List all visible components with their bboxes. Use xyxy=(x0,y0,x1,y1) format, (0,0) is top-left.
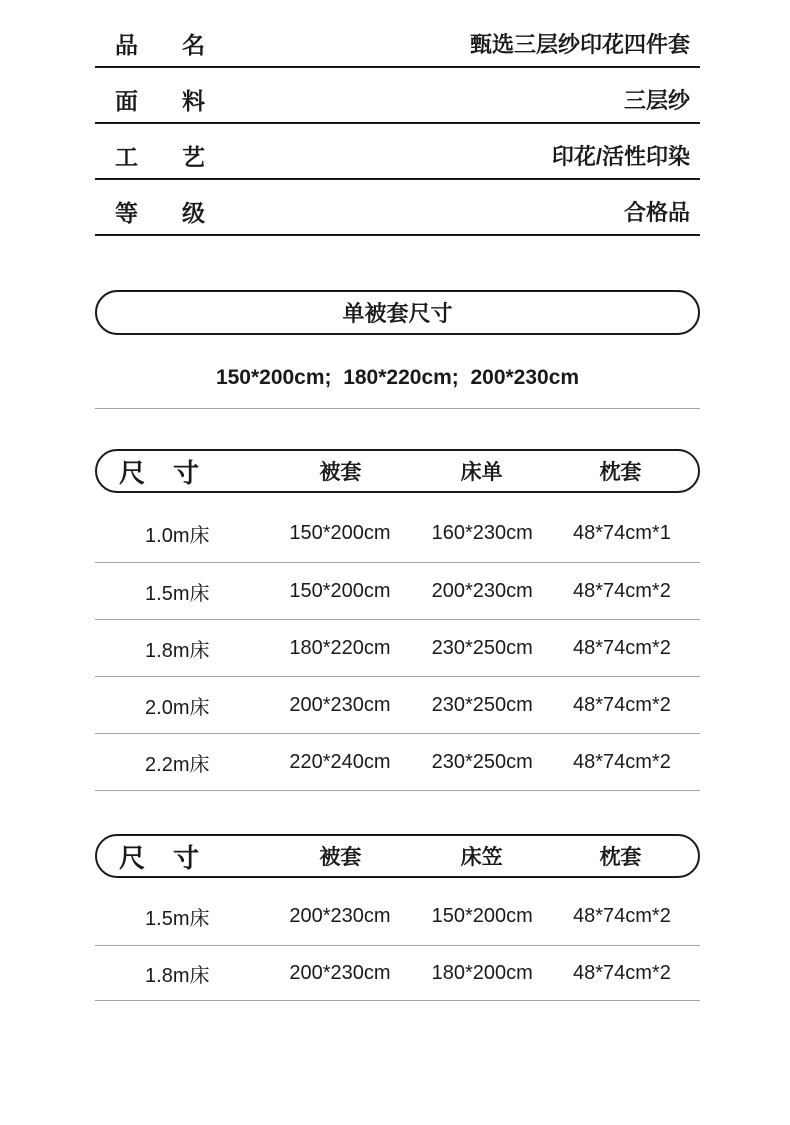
pillowcase-cell: 48*74cm*2 xyxy=(572,905,671,927)
table-row xyxy=(95,946,700,1001)
table-row xyxy=(95,677,700,734)
pillowcase-cell: 48*74cm*2 xyxy=(572,579,671,602)
table-row xyxy=(95,493,700,563)
header-pillowcase: 枕套 xyxy=(599,461,642,484)
table-row xyxy=(95,878,700,946)
header-size-char: 尺 xyxy=(119,842,146,873)
bed-sheet-cell: 230*250cm xyxy=(431,693,533,716)
pillowcase-cell: 48*74cm*2 xyxy=(572,636,671,659)
table-row xyxy=(95,734,700,791)
size-cell: 2.0m床 xyxy=(145,696,210,719)
table-row xyxy=(95,620,700,677)
info-row-product-name xyxy=(95,12,700,68)
bed-sheet-cell: 200*230cm xyxy=(431,579,533,602)
header-pillowcase: 枕套 xyxy=(599,846,642,869)
size-cell: 1.8m床 xyxy=(145,964,210,987)
bed-sheet-cell: 230*250cm xyxy=(431,636,533,659)
size-table-1-header xyxy=(95,449,700,493)
size-table-flat-sheet xyxy=(95,449,700,791)
info-value-craft: 印花/活性印染 xyxy=(551,143,690,169)
header-size-label xyxy=(119,453,199,490)
table-row xyxy=(95,563,700,620)
pillowcase-cell: 48*74cm*2 xyxy=(572,693,671,716)
info-value-grade: 合格品 xyxy=(623,199,690,225)
duvet-cover-cell: 180*220cm xyxy=(289,636,391,659)
info-label-char: 名 xyxy=(182,31,205,58)
info-row-fabric xyxy=(95,68,700,124)
pillowcase-cell: 48*74cm*1 xyxy=(572,522,671,544)
duvet-cover-cell: 200*230cm xyxy=(289,961,391,984)
info-label xyxy=(115,83,205,116)
size-cell: 1.0m床 xyxy=(145,525,210,547)
info-label xyxy=(115,27,205,60)
size-table-2-header xyxy=(95,834,700,878)
header-bed-sheet: 床单 xyxy=(460,461,503,484)
header-size-char: 寸 xyxy=(172,842,199,873)
duvet-cover-cell: 200*230cm xyxy=(289,693,391,716)
header-size-label xyxy=(119,838,199,875)
size-cell: 2.2m床 xyxy=(145,753,210,776)
info-label-char: 等 xyxy=(115,199,138,226)
bed-sheet-cell: 230*250cm xyxy=(431,750,533,773)
content-column xyxy=(95,0,700,1001)
info-row-grade xyxy=(95,180,700,236)
info-label-char: 料 xyxy=(182,87,205,114)
product-info-section xyxy=(95,12,700,236)
info-label xyxy=(115,139,205,172)
header-size xyxy=(97,838,260,875)
header-duvet-cover: 被套 xyxy=(319,846,362,869)
fitted-sheet-cell: 150*200cm xyxy=(431,905,533,927)
duvet-cover-cell: 220*240cm xyxy=(289,750,391,773)
info-label-char: 品 xyxy=(115,31,138,58)
info-label-char: 面 xyxy=(115,87,138,114)
info-label-char: 艺 xyxy=(182,143,205,170)
duvet-size-title: 单被套尺寸 xyxy=(342,301,453,326)
size-cell: 1.5m床 xyxy=(145,582,210,605)
duvet-sizes-text: 150*200cm; 180*220cm; 200*230cm xyxy=(95,335,700,409)
size-cell: 1.5m床 xyxy=(145,908,210,930)
size-cell: 1.8m床 xyxy=(145,639,210,662)
info-value-product-name: 甄选三层纱印花四件套 xyxy=(469,31,690,57)
header-size-char: 尺 xyxy=(119,457,146,488)
info-label-char: 级 xyxy=(182,199,205,226)
duvet-cover-cell: 150*200cm xyxy=(289,579,391,602)
duvet-size-title-pill xyxy=(95,290,700,335)
pillowcase-cell: 48*74cm*2 xyxy=(572,961,671,984)
pillowcase-cell: 48*74cm*2 xyxy=(572,750,671,773)
header-fitted-sheet: 床笠 xyxy=(460,846,503,869)
fitted-sheet-cell: 180*200cm xyxy=(431,961,533,984)
info-row-craft xyxy=(95,124,700,180)
header-size xyxy=(97,453,260,490)
header-duvet-cover: 被套 xyxy=(319,461,362,484)
info-label-char: 工 xyxy=(115,143,138,170)
duvet-cover-cell: 200*230cm xyxy=(289,905,391,927)
info-label xyxy=(115,195,205,228)
size-table-fitted-sheet xyxy=(95,834,700,1001)
duvet-cover-cell: 150*200cm xyxy=(289,522,391,544)
info-value-fabric: 三层纱 xyxy=(623,87,690,113)
bed-sheet-cell: 160*230cm xyxy=(431,522,533,544)
header-size-char: 寸 xyxy=(172,457,199,488)
